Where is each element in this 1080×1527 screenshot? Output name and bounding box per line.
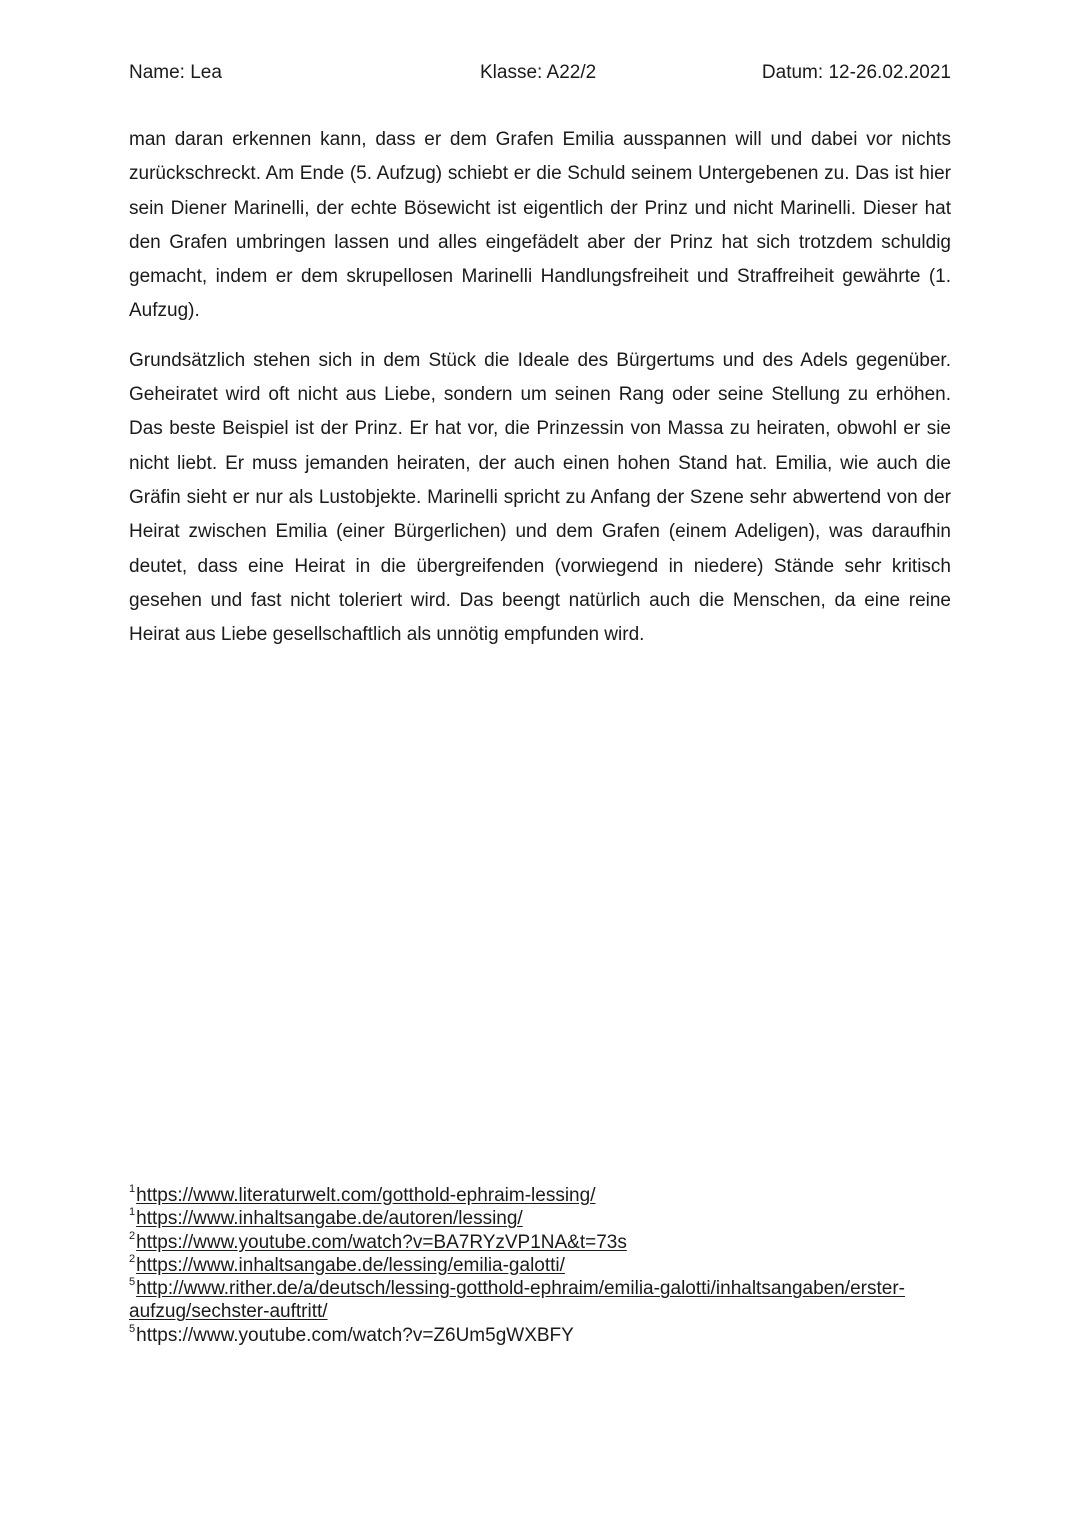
footnote (129, 1184, 959, 1207)
footnote-number: 1 (129, 1206, 136, 1219)
footnote (129, 1254, 959, 1277)
footnote (129, 1207, 959, 1230)
footnote-link[interactable]: https://www.inhaltsangabe.de/autoren/lessing/ (136, 1208, 523, 1230)
date-label: Datum: 12-26.02.2021 (761, 62, 951, 83)
footnote-link[interactable]: http://www.rither.de/a/deutsch/lessing-gotthold-ephraim/emilia-galotti/inhaltsangaben/erster- (136, 1278, 905, 1300)
footnote-link[interactable]: https://www.inhaltsangabe.de/lessing/emilia-galotti/ (136, 1254, 565, 1276)
footnote-number: 2 (129, 1252, 136, 1265)
class-label: Klasse: A22/2 (480, 62, 597, 83)
paragraph: Grundsätzlich stehen sich in dem Stück die Ideale des Bürgertums und des Adels gegenüber. Geheiratet wird oft nicht aus Liebe, sondern um seinen Rang oder seine Stellung zu erhöhen. Das beste Beispiel ist der Prinz. Er hat vor, die Prinzessin von Massa zu heiraten, obwohl er sie nicht liebt. Er muss jemanden heiraten, der auch einen hohen Stand hat. Emilia, wie auch die Gräfin sieht er nur als Lustobjekte. Marinelli spricht zu Anfang der Szene sehr abwertend von der Heirat zwischen Emilia (einer Bürgerlichen) und dem Grafen (einem Adeligen), was daraufhin deutet, dass eine Heirat in die übergreifenden (vorwiegend in niedere) Stände sehr kritisch gesehen und fast nicht toleriert wird. Das beengt natürlich auch die Menschen, da eine reine Heirat aus Liebe gesellschaftlich als unnötig empfunden wird. (129, 349, 951, 646)
footnote (129, 1324, 959, 1347)
footnote-number: 5 (129, 1276, 136, 1289)
footnote-number: 5 (129, 1322, 136, 1335)
footnotes (129, 1184, 959, 1347)
footnote-link[interactable]: https://www.youtube.com/watch?v=BA7RYzVP1NA&t=73s (136, 1231, 627, 1253)
footnote-url-text: https://www.youtube.com/watch?v=Z6Um5gWXBFY (136, 1324, 574, 1346)
footnote-link-continuation[interactable]: aufzug/sechster-auftritt/ (129, 1301, 328, 1323)
footnote-number: 1 (129, 1183, 136, 1195)
footnote-link[interactable]: https://www.literaturwelt.com/gotthold-ephraim-lessing/ (136, 1185, 596, 1206)
footnote-number: 2 (129, 1229, 136, 1242)
student-name: Name: Lea (129, 62, 222, 83)
document-body (129, 123, 951, 652)
paragraph: man daran erkennen kann, dass er dem Grafen Emilia ausspannen will und dabei vor nichts zurückschreckt. Am Ende (5. Aufzug) schiebt er die Schuld seinem Untergebenen zu. Das ist hier sein Diener Marinelli, der echte Bösewicht ist eigentlich der Prinz und nicht Marinelli. Dieser hat den Grafen umbringen lassen und alles eingefädelt aber der Prinz hat sich trotzdem schuldig gemacht, indem er dem skrupellosen Marinelli Handlungsfreiheit und Straffreiheit gewährte (1. Aufzug). (129, 129, 951, 322)
footnote (129, 1231, 959, 1254)
footnote (129, 1277, 959, 1324)
page-header (129, 62, 951, 90)
